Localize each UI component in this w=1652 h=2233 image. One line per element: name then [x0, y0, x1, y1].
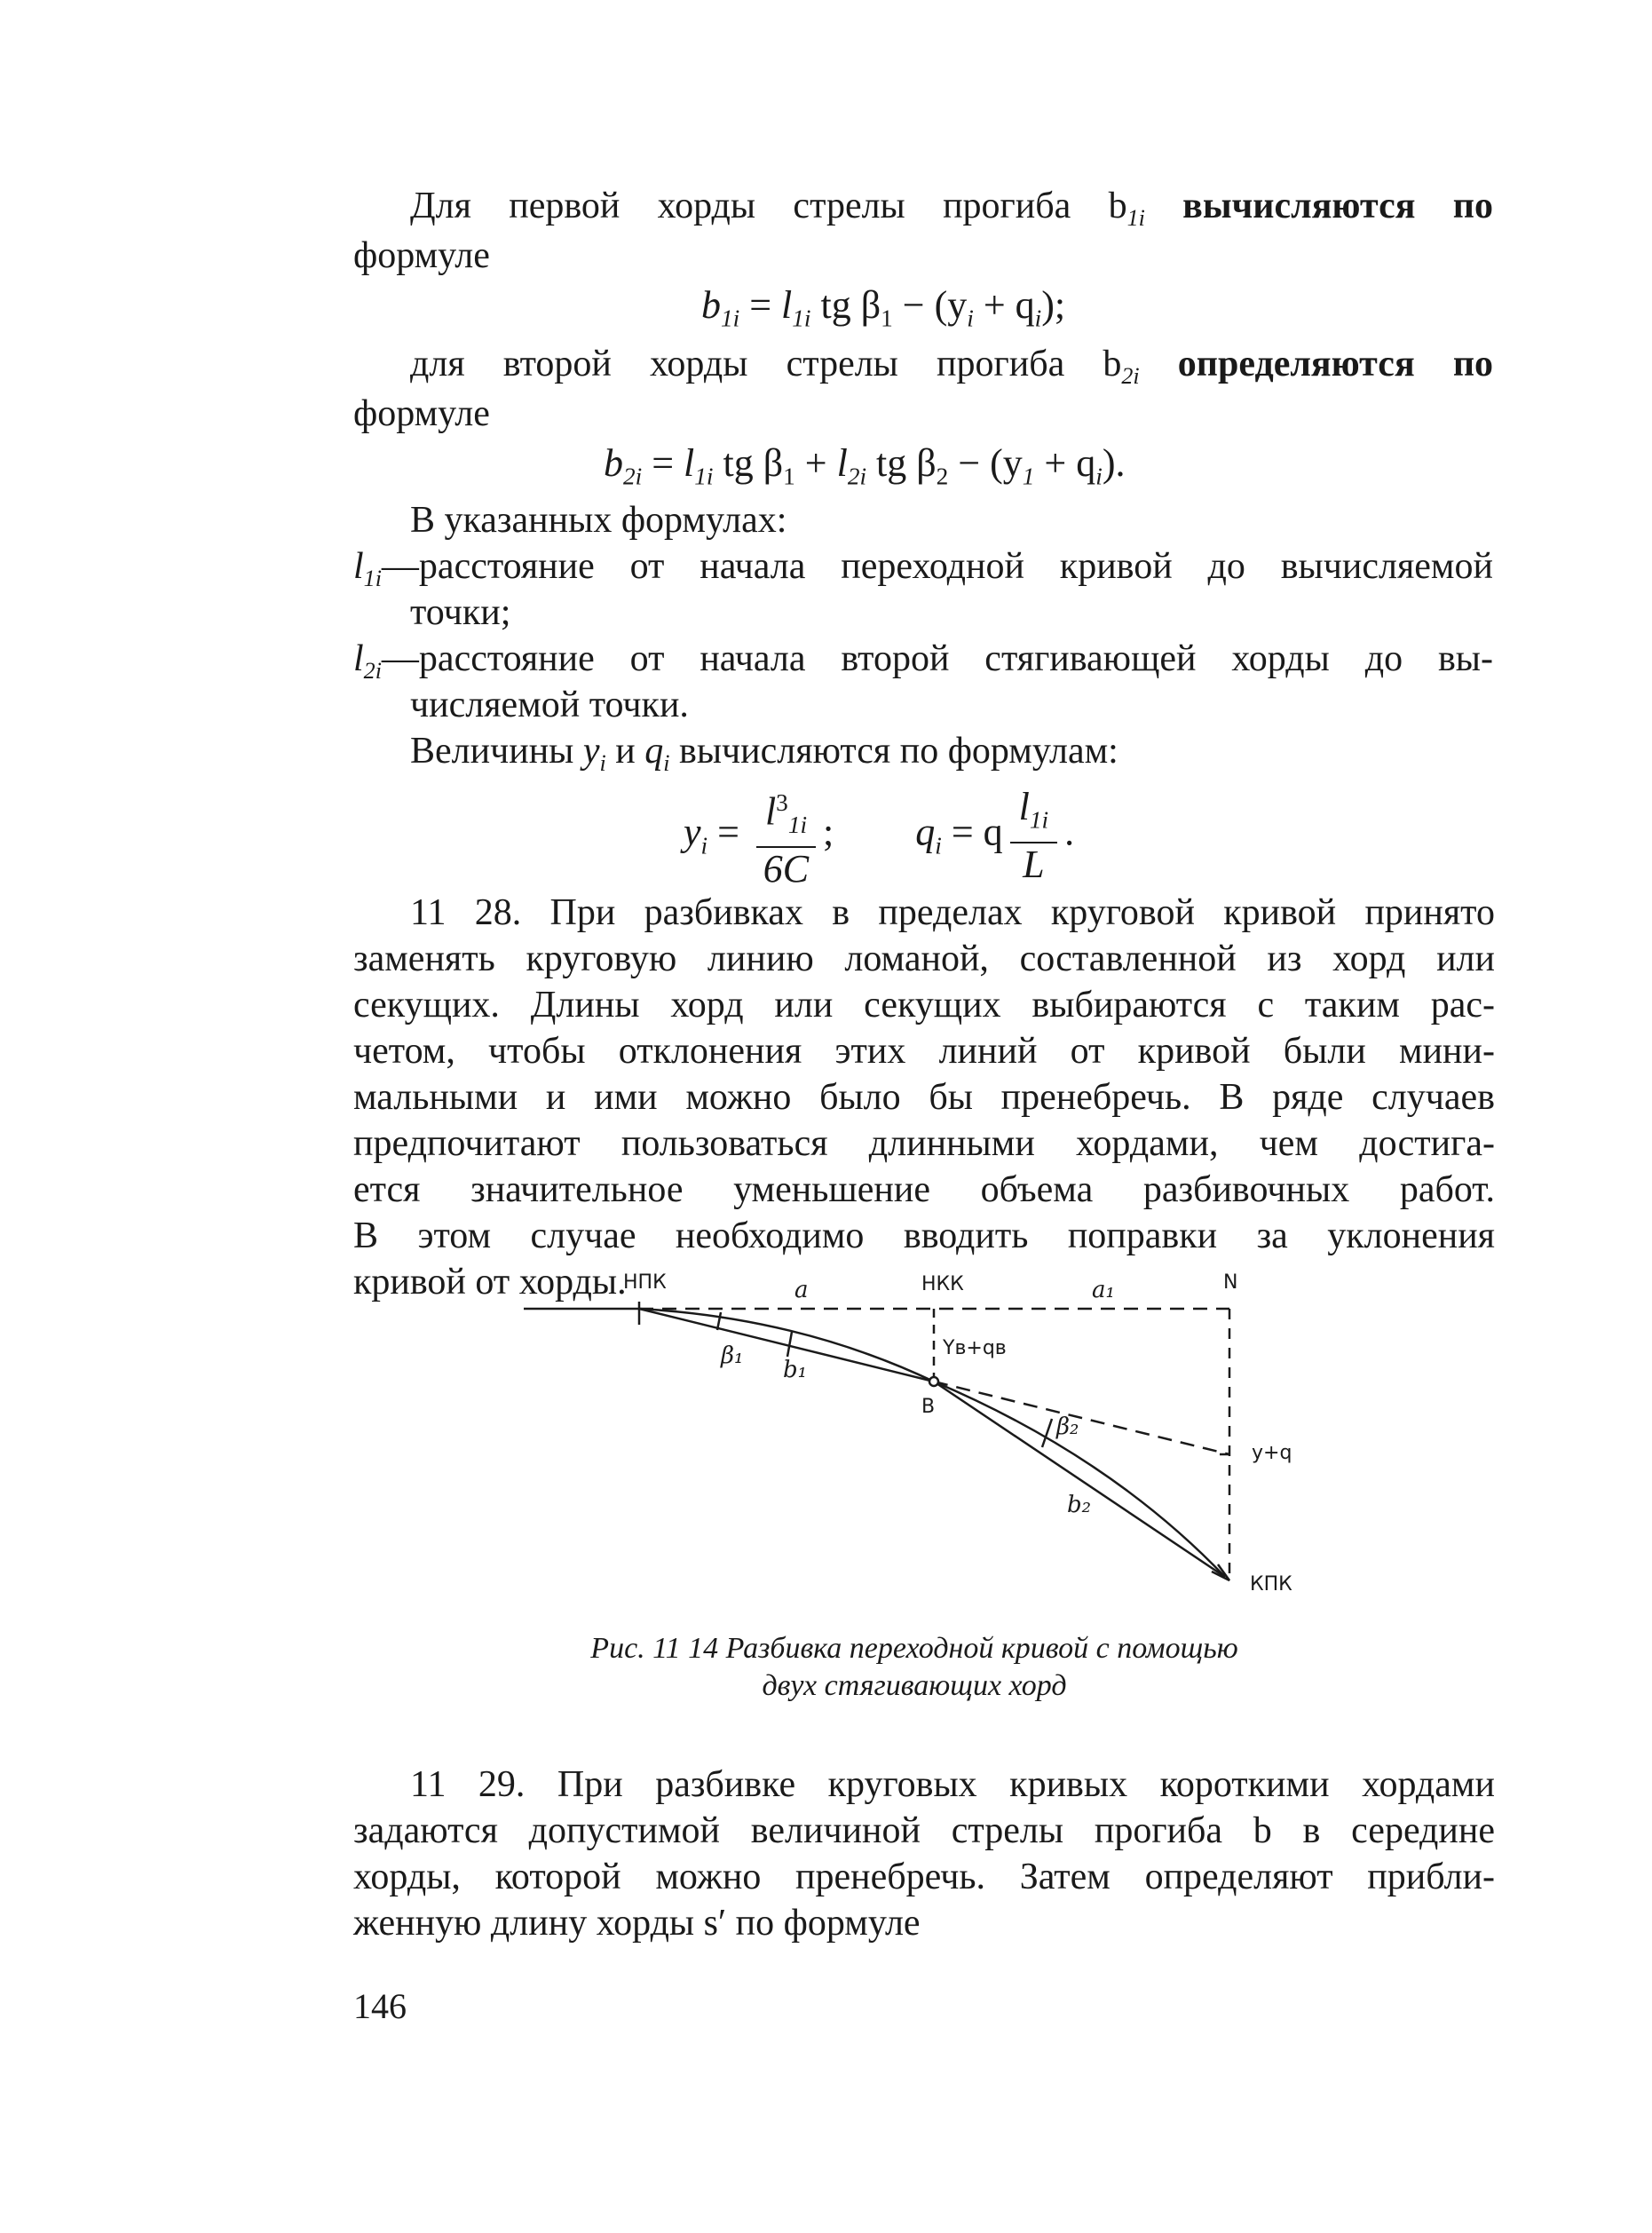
p1128-line: 11 28. При разбивках в пределах круговой кривой принято — [410, 892, 1495, 933]
definition-2-cont: числяемой точки. — [410, 685, 689, 725]
p1128-line: ется значительное уменьшение объема разбивочных работ. — [353, 1169, 1495, 1210]
paragraph-1-line-1: Для первой хорды стрелы прогиба $b_{1i}$ вычисляются по — [410, 186, 1493, 232]
fraction-qi: $\frac{l_{1i}}{L}$ — [1010, 786, 1057, 886]
label-yb-qb: Yв+qв — [943, 1337, 1007, 1359]
label-b2: b₂ — [1067, 1492, 1092, 1518]
chord-2 — [934, 1382, 1225, 1577]
figure-drawing — [524, 1261, 1305, 1598]
figure-transition-curve — [524, 1261, 1305, 1598]
caption-line-2: двух стягивающих хорд — [762, 1669, 1067, 1702]
p1129-line: женную длину хорды s′ по формуле — [353, 1903, 921, 1944]
definitions-intro: В указанных формулах: — [410, 500, 787, 541]
p1128-line: В этом случае необходимо вводить поправки за уклонения — [353, 1215, 1495, 1256]
formula-1: $b_{1i} = l_{1i}$ tg $\beta_1 - (y_i + q_i)$; — [701, 283, 1066, 332]
paragraph-1-line-2: формуле — [353, 235, 490, 276]
figure-caption — [497, 1630, 1332, 1705]
p1128-line: кривой от хорды. — [353, 1262, 627, 1303]
caption-line-1: Рис. 11 14 Разбивка переходной кривой с помощью — [590, 1632, 1238, 1665]
formula-3: $y_i$ = $\frac{l^3_{1i}}{6C}$ ; $q_i = q$ $\frac{l_{1i}}{L}$ . — [684, 781, 1074, 891]
label-beta2: β₂ — [1056, 1413, 1079, 1440]
label-b1: b₁ — [783, 1357, 808, 1383]
paragraph-2-line-1: для второй хорды стрелы прогиба $b_{2i}$ определяются по — [410, 344, 1494, 390]
p1128-line: четом, чтобы отклонения этих линий от кривой были мини- — [353, 1031, 1495, 1072]
tick-b1 — [787, 1332, 792, 1357]
page-number: 146 — [353, 1986, 407, 2026]
label-npk: НПК — [623, 1271, 667, 1294]
fraction-yi: $\frac{l^3_{1i}}{6C}$ — [756, 781, 816, 891]
formula-2: $b_{2i} = l_{1i}$ tg $\beta_1 + l_{2i}$ tg $\beta_2 - (y_1 + q_i)$. — [604, 441, 1126, 490]
values-intro: Величины $y_i$ и $q_i$ вычисляются по формулам: — [410, 731, 1118, 777]
point-b — [929, 1377, 938, 1386]
definition-1-cont: точки; — [410, 592, 511, 633]
label-y-q: y+q — [1252, 1442, 1292, 1464]
definition-2: $l_{2i}—расстояние$ от начала второй стягивающей хорды до вы- — [353, 638, 1493, 685]
label-nkk: НКК — [921, 1273, 964, 1295]
tick-beta2 — [1042, 1419, 1052, 1447]
p1128-line: заменять круговую линию ломаной, составленной из хорд или — [353, 938, 1495, 979]
label-b: В — [921, 1396, 936, 1418]
p1129-line: задаются допустимой величиной стрелы прогиба b в середине — [353, 1810, 1495, 1851]
definition-1: $l_{1i}—расстояние$ от начала переходной кривой до вычисляемой — [353, 546, 1493, 592]
p1128-line: секущих. Длины хорд или секущих выбираются с таким рас- — [353, 985, 1495, 1025]
p1128-line: предпочитают пользоваться длинными хордами, чем достига- — [353, 1123, 1495, 1164]
paragraph-2-line-2: формуле — [353, 393, 490, 434]
p1129-line: 11 29. При разбивке круговых кривых короткими хордами — [410, 1764, 1495, 1805]
label-n: N — [1223, 1271, 1238, 1294]
label-kpk: КПК — [1250, 1573, 1292, 1596]
p1128-line: мальными и ими можно было бы пренебречь. В ряде случаев — [353, 1077, 1495, 1118]
chord-1-extension — [934, 1382, 1229, 1454]
p1129-line: хорды, которой можно пренебречь. Затем определяют прибли- — [353, 1857, 1495, 1897]
label-a: a — [794, 1277, 809, 1303]
label-beta1: β₁ — [721, 1342, 744, 1369]
label-a1: a₁ — [1092, 1277, 1115, 1303]
